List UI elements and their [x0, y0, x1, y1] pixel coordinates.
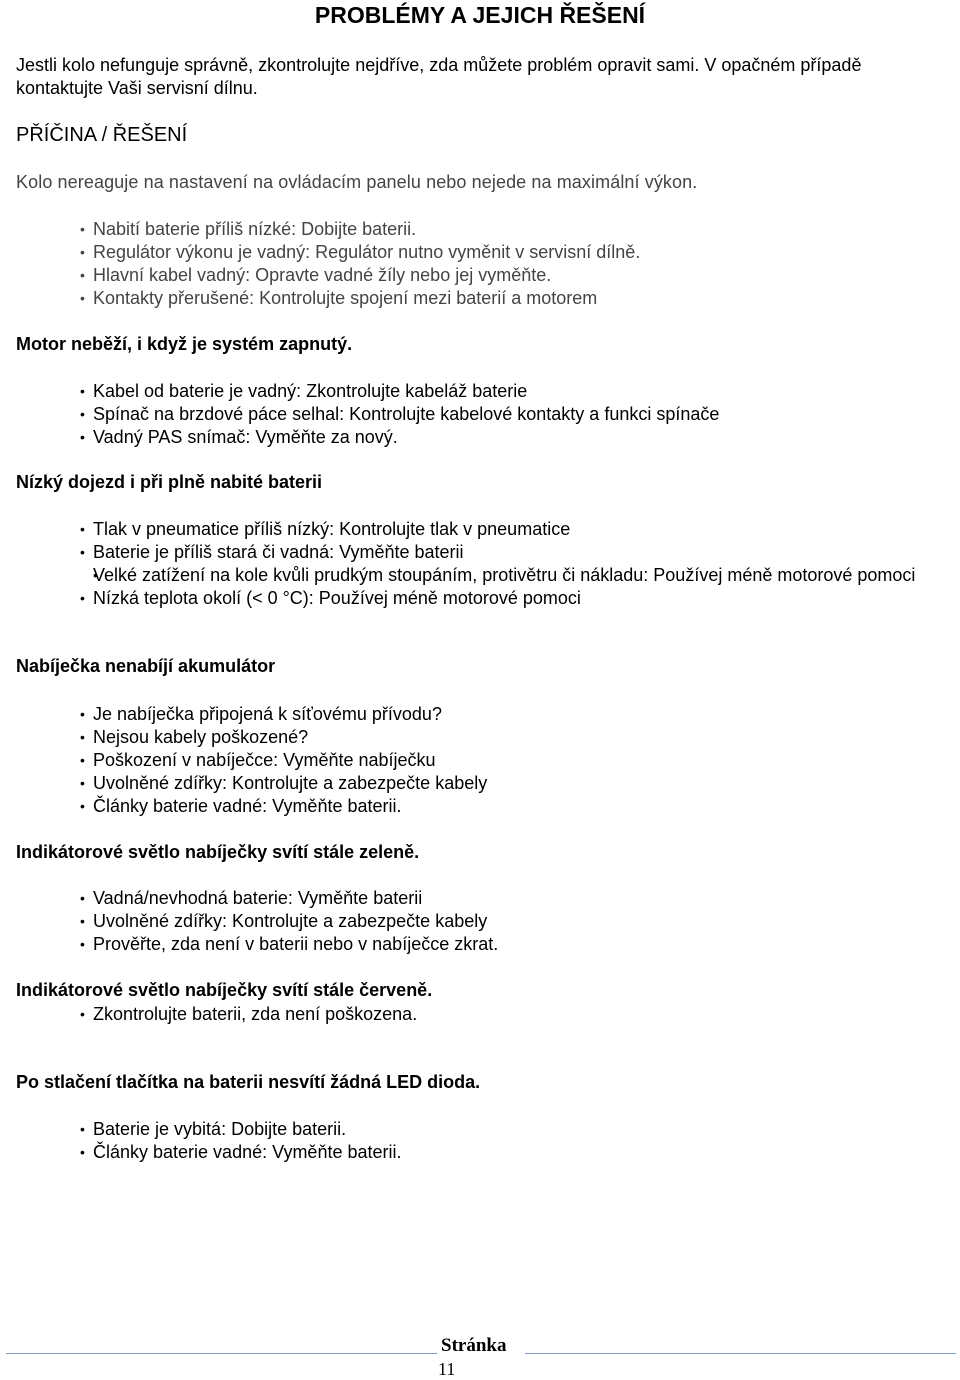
bullet-list-green-light	[80, 887, 945, 956]
section-title-panel-response: Kolo nereaguje na nastavení na ovládacím panelu nebo nejede na maximální výkon.	[16, 172, 698, 192]
list-item: • Vadný PAS snímač: Vyměňte za nový.	[80, 426, 945, 449]
footer-page-number: 11	[438, 1359, 456, 1379]
intro-paragraph: Jestli kolo nefunguje správně, zkontrolujte nejdříve, zda můžete problém opravit sami. V opačném případě kontaktujte Vaši servisní dílnu.	[16, 55, 862, 98]
list-item: • Spínač na brzdové páce selhal: Kontrolujte kabelové kontakty a funkci spínače	[80, 403, 945, 426]
bullet-list-low-range	[80, 518, 945, 610]
list-item	[80, 564, 945, 587]
list-item: • Baterie je vybitá: Dobijte baterii.	[80, 1118, 945, 1141]
list-item: • Hlavní kabel vadný: Opravte vadné žíly nebo jej vyměňte.	[80, 264, 945, 287]
section-title-no-led: Po stlačení tlačítka na baterii nesvítí žádná LED dioda.	[16, 1072, 481, 1092]
list-item: • Regulátor výkonu je vadný: Regulátor nutno vyměnit v servisní dílně.	[80, 241, 945, 264]
list-item: • Kontakty přerušené: Kontrolujte spojení mezi baterií a motorem	[80, 287, 945, 310]
section-title-low-range: Nízký dojezd i při plně nabité baterii	[16, 472, 323, 492]
list-item: • Nízká teplota okolí (< 0 °C): Používej méně motorové pomoci	[80, 587, 945, 610]
section-title-red-light: Indikátorové světlo nabíječky svítí stále červeně.	[16, 980, 433, 1000]
list-item: • Tlak v pneumatice příliš nízký: Kontrolujte tlak v pneumatice	[80, 518, 945, 541]
bullet-list-panel-response	[80, 218, 945, 310]
list-item: • Kabel od baterie je vadný: Zkontrolujte kabeláž baterie	[80, 380, 945, 403]
page-title-text: PROBLÉMY A JEJICH ŘEŠENÍ	[314, 2, 646, 28]
cause-solution-header: PŘÍČINA / ŘEŠENÍ	[16, 124, 188, 146]
list-item: • Prověřte, zda není v baterii nebo v nabíječce zkrat.	[80, 933, 945, 956]
bullet-list-no-led	[80, 1118, 945, 1164]
list-item: • Uvolněné zdířky: Kontrolujte a zabezpečte kabely	[80, 910, 945, 933]
list-item: • Zkontrolujte baterii, zda není poškozena.	[80, 1003, 945, 1026]
list-item: • Uvolněné zdířky: Kontrolujte a zabezpečte kabely	[80, 772, 945, 795]
section-title-charger-not-charging: Nabíječka nenabíjí akumulátor	[16, 656, 276, 676]
list-item: • Baterie je příliš stará či vadná: Vyměňte baterii	[80, 541, 945, 564]
section-title-motor-not-running: Motor neběží, i když je systém zapnutý.	[16, 334, 353, 354]
list-item: • Vadná/nevhodná baterie: Vyměňte baterii	[80, 887, 945, 910]
list-item: • Články baterie vadné: Vyměňte baterii.	[80, 795, 945, 818]
footer-page-label: Stránka	[437, 1335, 525, 1357]
list-item: • Nabití baterie příliš nízké: Dobijte baterii.	[80, 218, 945, 241]
list-item: • Nejsou kabely poškozené?	[80, 726, 945, 749]
bullet-list-red-light	[80, 1003, 945, 1026]
list-item: • Poškození v nabíječce: Vyměňte nabíječku	[80, 749, 945, 772]
list-item: • Je nabíječka připojená k síťovému přívodu?	[80, 703, 945, 726]
bullet-list-charger-not-charging	[80, 703, 945, 818]
page-title	[0, 2, 960, 29]
bullet-list-motor-not-running	[80, 380, 945, 449]
list-item: • Články baterie vadné: Vyměňte baterii.	[80, 1141, 945, 1164]
list-item-text: Velké zatížení na kole kvůli prudkým stoupáním, protivětru či nákladu: Používej méně motorové pomoci	[93, 565, 916, 585]
section-title-green-light: Indikátorové světlo nabíječky svítí stále zeleně.	[16, 842, 420, 862]
